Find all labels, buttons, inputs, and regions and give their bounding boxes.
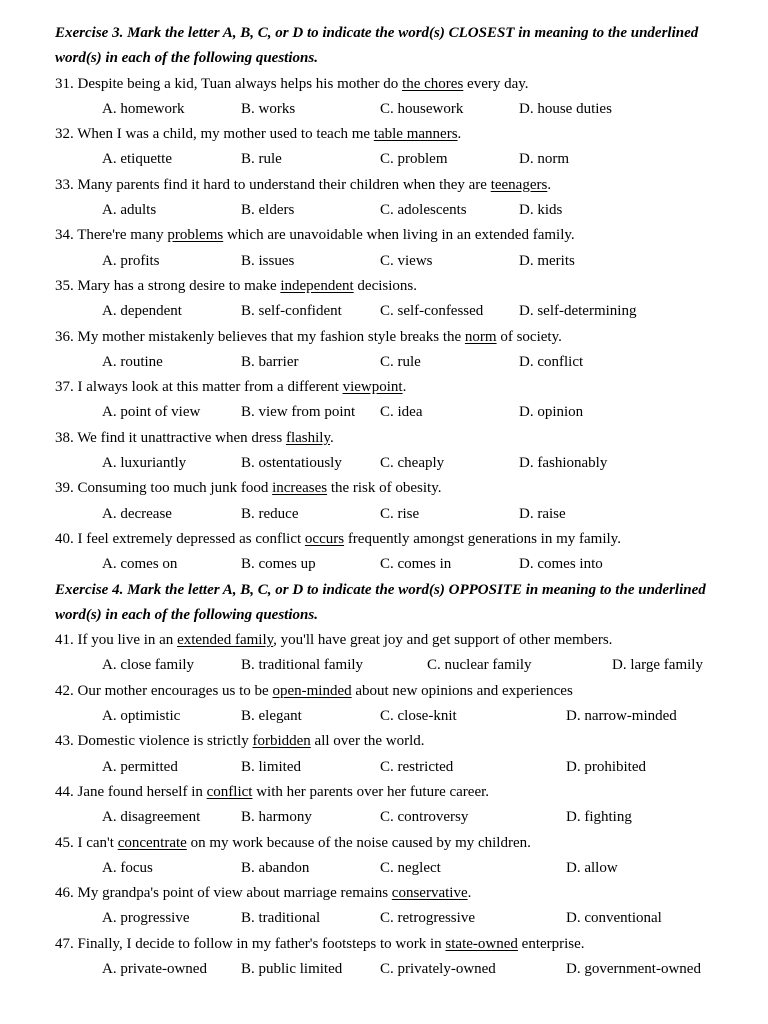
options-33: [55, 198, 735, 223]
question-35: [55, 274, 735, 299]
question-text: 35. Mary has a strong desire to make: [55, 277, 281, 294]
option-d: D. fashionably: [519, 455, 608, 472]
question-text-end: which are unavoidable when living in an extended family.: [223, 227, 575, 244]
option-c: C. close-knit: [380, 708, 457, 725]
question-text: 38. We find it unattractive when dress: [55, 429, 286, 446]
underlined-word: teenagers: [490, 176, 548, 193]
option-d: D. fighting: [566, 809, 632, 826]
option-b: B. self-confident: [241, 303, 342, 320]
option-a: A. permitted: [102, 758, 178, 775]
option-b: B. comes up: [241, 556, 316, 573]
options-34: [55, 249, 735, 274]
question-text-end: .: [330, 429, 334, 446]
question-text: 42. Our mother encourages us to be: [55, 682, 273, 699]
exercise-3-questions: [55, 72, 735, 578]
options-40: [55, 552, 735, 577]
option-b: B. reduce: [241, 505, 299, 522]
option-c: C. problem: [380, 151, 448, 168]
options-32: [55, 147, 735, 172]
underlined-word: increases: [272, 480, 328, 497]
option-a: A. private-owned: [102, 960, 207, 977]
option-c: C. controversy: [380, 809, 469, 826]
options-44: [55, 805, 735, 830]
option-a: A. etiquette: [102, 151, 172, 168]
exercise-4-questions: [55, 628, 735, 982]
options-43: [55, 755, 735, 780]
option-c: C. privately-owned: [380, 960, 496, 977]
option-b: B. traditional family: [241, 657, 364, 674]
exercise-3-heading: Exercise 3. Mark the letter A, B, C, or D to indicate the word(s) CLOSEST in meaning to the underlined word(s) in each of the following questions.: [55, 25, 699, 67]
question-text-end: of society.: [496, 328, 562, 345]
option-b: B. works: [241, 100, 296, 117]
option-a: A. luxuriantly: [102, 455, 187, 472]
option-d: D. narrow-minded: [566, 708, 677, 725]
option-d: D. merits: [519, 252, 575, 269]
option-a: A. homework: [102, 100, 185, 117]
option-c: C. cheaply: [380, 455, 445, 472]
option-d: D. large family: [612, 657, 703, 674]
options-47: [55, 957, 735, 982]
question-31: [55, 72, 735, 97]
underlined-word: occurs: [304, 530, 345, 547]
question-41: [55, 628, 735, 653]
option-c: C. idea: [380, 404, 423, 421]
question-text: 46. My grandpa's point of view about marriage remains: [55, 885, 392, 902]
question-text-end: .: [547, 176, 552, 193]
underlined-word: state-owned: [445, 935, 518, 952]
underlined-word: conservative: [391, 885, 468, 902]
underlined-word: open-minded: [272, 682, 352, 699]
option-a: A. profits: [102, 252, 160, 269]
option-a: A. optimistic: [102, 708, 181, 725]
options-46: [55, 906, 735, 931]
options-38: [55, 451, 735, 476]
question-40: [55, 527, 735, 552]
option-b: B. traditional: [241, 910, 321, 927]
option-d: D. prohibited: [566, 758, 646, 775]
question-text: 41. If you live in an: [55, 632, 178, 649]
option-a: A. adults: [102, 202, 157, 219]
question-text: 40. I feel extremely depressed as conflict: [55, 530, 305, 547]
underlined-word: the chores: [402, 75, 464, 92]
option-c: C. adolescents: [380, 202, 467, 219]
option-d: D. raise: [519, 505, 566, 522]
option-d: D. conventional: [566, 910, 662, 927]
question-32: [55, 122, 735, 147]
option-d: D. norm: [519, 151, 569, 168]
question-45: [55, 831, 735, 856]
option-b: B. ostentatiously: [241, 455, 342, 472]
underlined-word: extended family: [177, 632, 274, 649]
options-45: [55, 856, 735, 881]
question-text-end: on my work because of the noise caused by my children.: [186, 834, 531, 851]
option-c: C. rule: [380, 353, 421, 370]
option-c: C. retrogressive: [380, 910, 475, 927]
question-text: 47. Finally, I decide to follow in my father's footsteps to work in: [55, 935, 446, 952]
question-text: 32. When I was a child, my mother used to teach me: [55, 126, 374, 143]
option-d: D. government-owned: [566, 960, 701, 977]
question-text-end: , you'll have great joy and get support of other members.: [273, 632, 613, 649]
options-36: [55, 350, 735, 375]
option-a: A. close family: [102, 657, 195, 674]
option-d: D. comes into: [519, 556, 603, 573]
options-41: [55, 653, 735, 678]
option-a: A. dependent: [102, 303, 182, 320]
options-37: [55, 400, 735, 425]
option-b: B. harmony: [241, 809, 312, 826]
question-text: 44. Jane found herself in: [55, 783, 207, 800]
option-c: C. restricted: [380, 758, 454, 775]
option-d: D. conflict: [519, 353, 584, 370]
question-33: [55, 173, 735, 198]
option-a: A. disagreement: [102, 809, 201, 826]
option-a: A. comes on: [102, 556, 178, 573]
question-text-end: .: [402, 379, 407, 396]
options-39: [55, 502, 735, 527]
underlined-word: conflict: [206, 783, 253, 800]
underlined-word: forbidden: [252, 733, 311, 750]
option-c: C. comes in: [380, 556, 452, 573]
underlined-word: viewpoint: [342, 379, 403, 396]
option-c: C. nuclear family: [427, 657, 532, 674]
option-b: B. view from point: [241, 404, 356, 421]
option-a: A. progressive: [102, 910, 190, 927]
option-c: C. neglect: [380, 859, 441, 876]
underlined-word: concentrate: [117, 834, 187, 851]
question-text-end: .: [467, 885, 472, 902]
underlined-word: problems: [167, 227, 224, 244]
question-text: 36. My mother mistakenly believes that my fashion style breaks the: [55, 328, 465, 345]
option-a: A. focus: [102, 859, 153, 876]
question-39: [55, 476, 735, 501]
option-b: B. public limited: [241, 960, 343, 977]
option-b: B. elders: [241, 202, 295, 219]
options-35: [55, 299, 735, 324]
options-31: [55, 97, 735, 122]
option-c: C. self-confessed: [380, 303, 484, 320]
question-text-end: decisions.: [353, 277, 417, 294]
question-text: 31. Despite being a kid, Tuan always helps his mother do: [55, 75, 403, 92]
question-text-end: every day.: [463, 75, 529, 92]
option-c: C. housework: [380, 100, 464, 117]
question-36: [55, 325, 735, 350]
question-text-end: with her parents over her future career.: [252, 783, 490, 800]
option-b: B. elegant: [241, 708, 302, 725]
option-d: D. opinion: [519, 404, 584, 421]
option-b: B. rule: [241, 151, 282, 168]
question-37: [55, 375, 735, 400]
question-34: [55, 223, 735, 248]
worksheet: [55, 21, 735, 982]
option-c: C. views: [380, 252, 433, 269]
option-b: B. barrier: [241, 353, 299, 370]
underlined-word: independent: [280, 277, 354, 294]
option-a: A. point of view: [102, 404, 201, 421]
question-47: [55, 932, 735, 957]
question-text: 37. I always look at this matter from a different: [55, 379, 343, 396]
option-b: B. abandon: [241, 859, 310, 876]
question-text: 33. Many parents find it hard to understand their children when they are: [55, 176, 491, 193]
option-d: D. self-determining: [519, 303, 637, 320]
option-c: C. rise: [380, 505, 420, 522]
option-b: B. issues: [241, 252, 295, 269]
options-42: [55, 704, 735, 729]
option-a: A. decrease: [102, 505, 172, 522]
exercise-4-heading: Exercise 4. Mark the letter A, B, C, or D to indicate the word(s) OPPOSITE in meaning to the underlined word(s) in each of the following questions.: [55, 581, 706, 623]
question-text-end: the risk of obesity.: [327, 480, 442, 497]
question-44: [55, 780, 735, 805]
question-text-end: .: [457, 126, 462, 143]
question-42: [55, 679, 735, 704]
option-a: A. routine: [102, 353, 163, 370]
question-text-end: enterprise.: [517, 935, 585, 952]
option-d: D. house duties: [519, 100, 612, 117]
question-text: 39. Consuming too much junk food: [55, 480, 273, 497]
underlined-word: flashily: [285, 429, 330, 446]
question-43: [55, 729, 735, 754]
option-d: D. allow: [566, 859, 618, 876]
option-b: B. limited: [241, 758, 301, 775]
question-text-end: about new opinions and experiences: [351, 682, 573, 699]
underlined-word: norm: [464, 328, 497, 345]
question-text-end: frequently amongst generations in my family.: [344, 530, 621, 547]
question-text: 45. I can't: [55, 834, 118, 851]
question-38: [55, 426, 735, 451]
question-text: 43. Domestic violence is strictly: [55, 733, 253, 750]
option-d: D. kids: [519, 202, 563, 219]
question-text: 34. There're many: [55, 227, 168, 244]
question-46: [55, 881, 735, 906]
question-text-end: all over the world.: [310, 733, 425, 750]
underlined-word: table manners: [373, 126, 458, 143]
